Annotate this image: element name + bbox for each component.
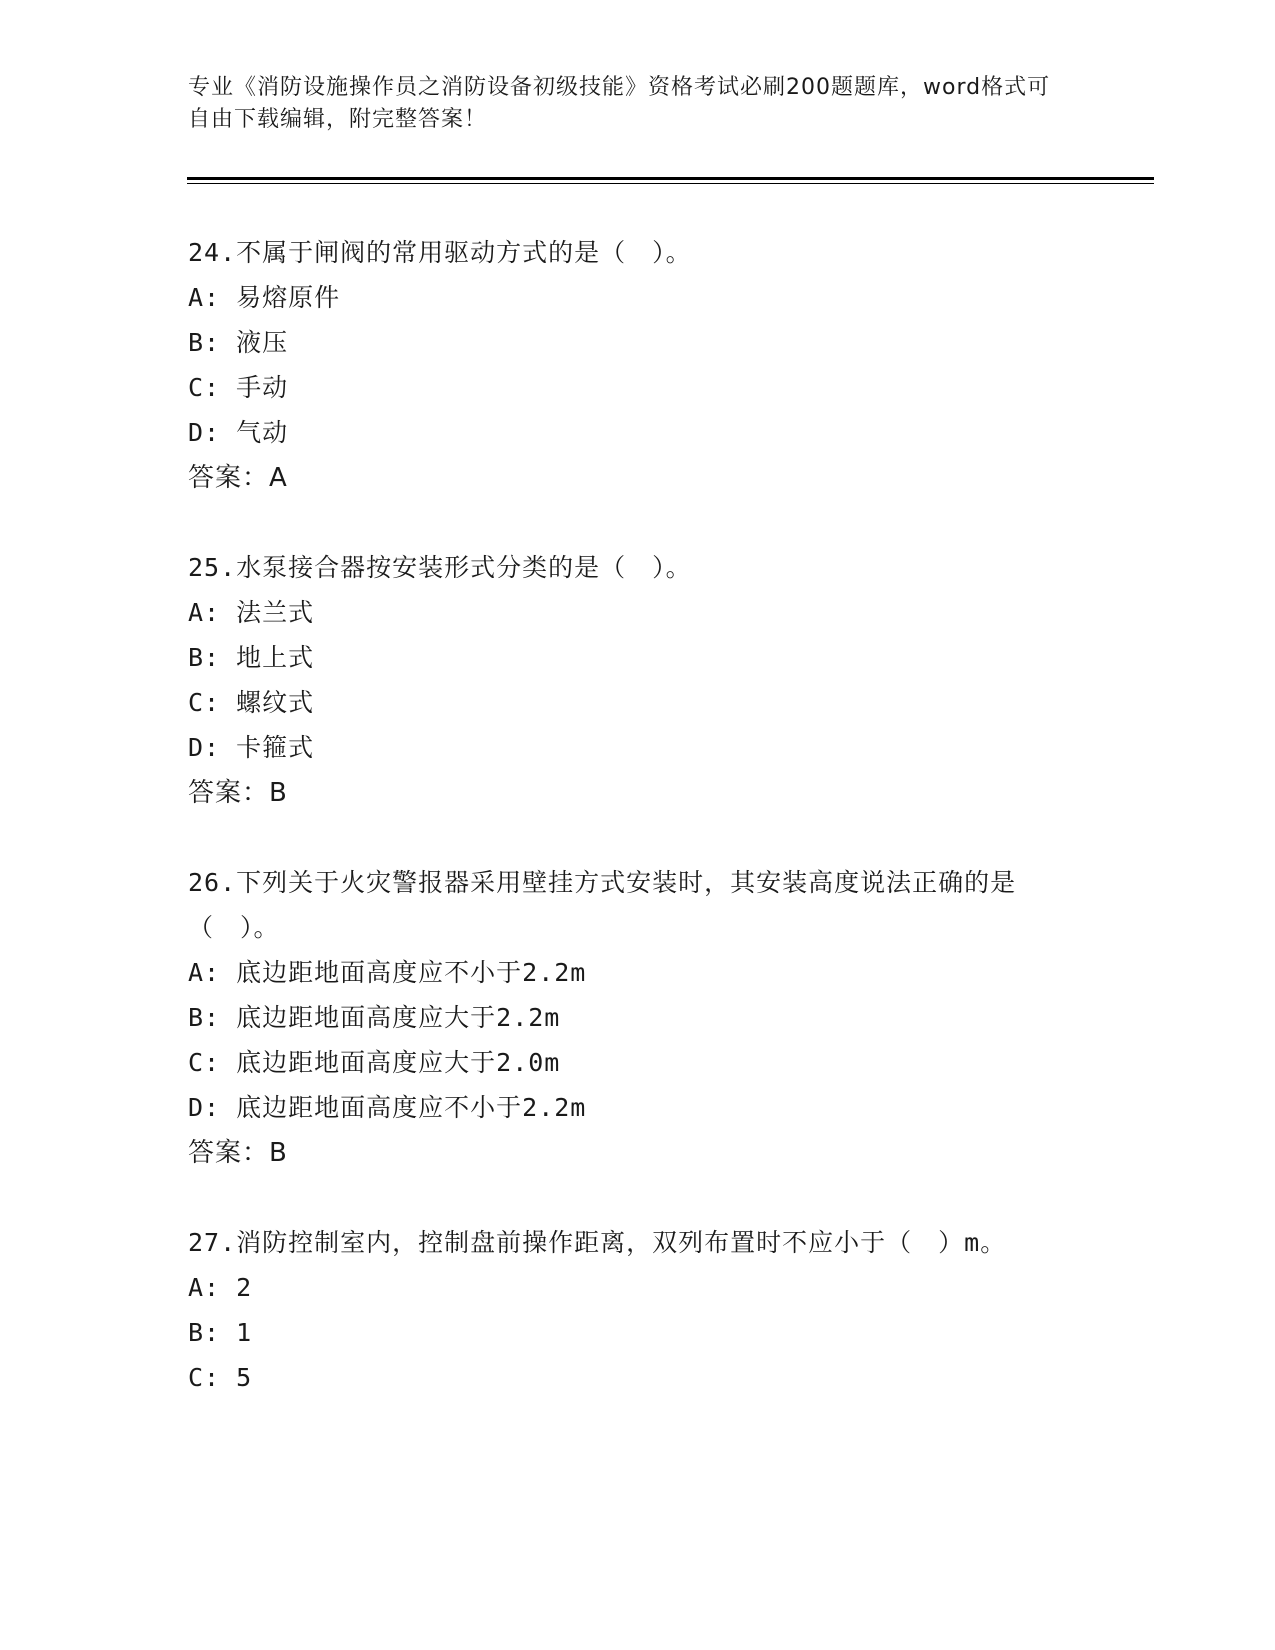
header-intro-text: 专业《消防设施操作员之消防设备初级技能》资格考试必刷200题题库，word格式可自由下载编辑，附完整答案！ [188, 75, 1051, 132]
option-d: D: 卡箍式 [188, 733, 315, 762]
question-stem: 27.消防控制室内，控制盘前操作距离，双列布置时不应小于（ ）m。 [188, 1228, 1007, 1257]
option-a: A: 2 [188, 1273, 253, 1302]
option-b: B: 液压 [188, 328, 289, 357]
question-stem: 25.水泵接合器按安装形式分类的是（ ）。 [188, 553, 692, 582]
answer-line: 答案：B [188, 778, 288, 808]
option-b: B: 1 [188, 1318, 253, 1347]
document-header [188, 72, 1068, 136]
question-25 [188, 545, 1088, 816]
question-24 [188, 230, 1088, 501]
option-a: A: 易熔原件 [188, 283, 341, 312]
question-stem: 26.下列关于火灾警报器采用壁挂方式安装时，其安装高度说法正确的是（ ）。 [188, 868, 1017, 942]
answer-line: 答案：A [188, 463, 288, 493]
option-d: D: 气动 [188, 418, 289, 447]
question-26 [188, 860, 1088, 1176]
option-c: C: 5 [188, 1363, 253, 1392]
option-d: D: 底边距地面高度应不小于2.2m [188, 1093, 587, 1122]
option-c: C: 螺纹式 [188, 688, 315, 717]
question-stem: 24.不属于闸阀的常用驱动方式的是（ ）。 [188, 238, 692, 267]
option-c: C: 手动 [188, 373, 289, 402]
header-divider-thin [187, 183, 1154, 184]
question-27 [188, 1220, 1088, 1400]
option-a: A: 底边距地面高度应不小于2.2m [188, 958, 587, 987]
question-list [188, 230, 1088, 1444]
answer-line: 答案：B [188, 1138, 288, 1168]
option-b: B: 地上式 [188, 643, 315, 672]
header-divider-thick [187, 177, 1154, 180]
option-a: A: 法兰式 [188, 598, 315, 627]
option-c: C: 底边距地面高度应大于2.0m [188, 1048, 561, 1077]
option-b: B: 底边距地面高度应大于2.2m [188, 1003, 561, 1032]
